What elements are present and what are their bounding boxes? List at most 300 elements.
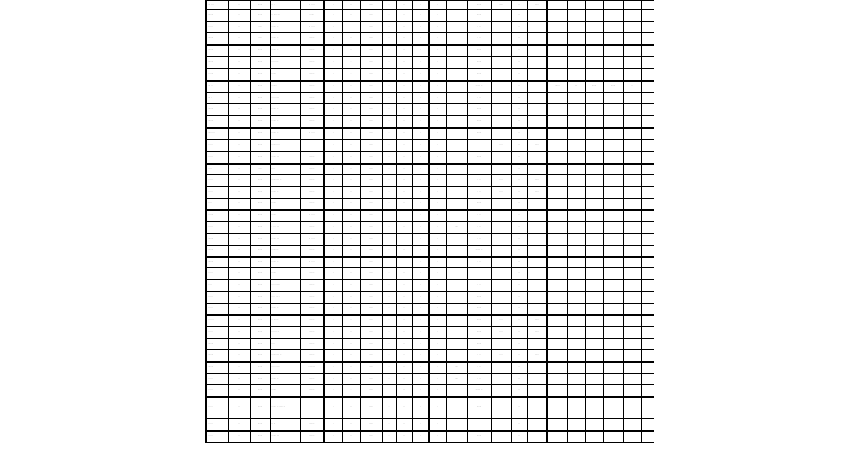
table-row <box>206 187 654 199</box>
table-cell: ······· <box>300 246 324 257</box>
table-cell: ······ <box>250 292 270 304</box>
table-cell: · <box>324 374 342 385</box>
table-cell: ·· <box>396 152 412 164</box>
table-cell: · <box>324 362 342 374</box>
table-cell: ·········· ·· <box>270 175 300 187</box>
table-cell: ·· <box>228 246 250 257</box>
table-cell: ····· <box>360 210 382 222</box>
table-cell: ······ <box>250 327 270 339</box>
table-cell: ····· <box>360 1 382 10</box>
table-cell <box>567 45 585 57</box>
table-cell: · <box>412 10 429 22</box>
table-cell: ······· <box>300 280 324 292</box>
table-cell: · <box>324 116 342 128</box>
table-cell: ····· <box>360 140 382 152</box>
table-cell <box>491 81 511 93</box>
table-cell <box>491 257 511 268</box>
table-cell: ······ <box>467 199 491 210</box>
table-cell: ······ <box>250 45 270 57</box>
table-cell <box>641 1 654 10</box>
table-cell: · <box>382 1 396 10</box>
table-cell <box>446 81 467 93</box>
table-cell: ·· ·· · <box>206 268 228 280</box>
table-cell: ·· ·· ·· <box>300 257 324 268</box>
table-cell: ······· <box>300 152 324 164</box>
table-cell: ······ <box>467 116 491 128</box>
table-row <box>206 234 654 246</box>
table-cell <box>491 93 511 104</box>
table-cell: ······· <box>206 57 228 69</box>
table-cell: · <box>324 234 342 246</box>
table-cell: ·· <box>342 327 360 339</box>
table-cell: ·· <box>342 234 360 246</box>
table-cell <box>623 397 641 419</box>
table-cell: ····· <box>360 45 382 57</box>
table-cell: · <box>429 57 446 69</box>
table-cell <box>623 304 641 315</box>
table-cell <box>623 257 641 268</box>
table-cell <box>585 350 603 362</box>
table-cell: · <box>412 315 429 327</box>
table-cell <box>567 268 585 280</box>
table-cell: ·· <box>511 397 527 419</box>
table-row <box>206 431 654 443</box>
table-cell <box>641 175 654 187</box>
table-cell <box>567 69 585 81</box>
table-cell: · <box>412 93 429 104</box>
table-cell: ····· <box>250 164 270 175</box>
table-cell: ·· <box>228 397 250 419</box>
table-cell <box>585 210 603 222</box>
table-cell: ·· <box>396 385 412 397</box>
table-cell <box>382 210 396 222</box>
table-cell: ······ <box>250 81 270 93</box>
table-cell: ·· ·· ·· <box>300 210 324 222</box>
table-cell: ······· <box>300 69 324 81</box>
table-cell: ·· <box>228 22 250 33</box>
table-cell: ······ <box>250 175 270 187</box>
table-cell: · <box>429 431 446 443</box>
table-cell: ·· ·· · <box>206 374 228 385</box>
table-cell: ······ <box>300 10 324 22</box>
table-cell: · ·· <box>467 234 491 246</box>
table-cell <box>567 140 585 152</box>
table-cell: ·· ·· · <box>206 431 228 443</box>
table-cell <box>567 234 585 246</box>
table-cell <box>446 10 467 22</box>
table-cell: ·· <box>511 152 527 164</box>
table-cell <box>547 257 567 268</box>
table-cell: ·· ·· · <box>206 140 228 152</box>
table-cell: · <box>429 234 446 246</box>
table-cell <box>623 350 641 362</box>
table-cell: ······· <box>300 431 324 443</box>
table-cell: · <box>429 362 446 374</box>
table-cell: ··· ······· <box>270 280 300 292</box>
table-cell <box>641 116 654 128</box>
table-cell: ······ <box>250 187 270 199</box>
table-cell <box>623 57 641 69</box>
table-cell <box>585 419 603 431</box>
table-row <box>206 45 654 57</box>
table-cell: ··· · <box>270 164 300 175</box>
table-cell <box>623 210 641 222</box>
table-cell: ·· <box>511 116 527 128</box>
table-cell <box>527 362 547 374</box>
table-cell <box>641 128 654 140</box>
table-cell <box>467 268 491 280</box>
table-cell <box>527 374 547 385</box>
table-cell: ······· <box>300 116 324 128</box>
table-cell: ····· <box>360 164 382 175</box>
table-cell: ·· <box>228 33 250 45</box>
table-cell: ·· <box>511 10 527 22</box>
table-cell: ······ <box>250 69 270 81</box>
table-cell: · <box>412 374 429 385</box>
table-cell: · <box>324 222 342 234</box>
table-cell <box>527 93 547 104</box>
table-cell: · <box>382 10 396 22</box>
table-cell: ······· <box>270 81 300 93</box>
table-cell: ······· <box>206 339 228 350</box>
table-cell <box>547 339 567 350</box>
table-cell: · <box>412 350 429 362</box>
table-cell: · <box>412 33 429 45</box>
table-cell: ······ ··· <box>270 234 300 246</box>
table-cell: ····· <box>360 431 382 443</box>
table-cell: ·· <box>511 292 527 304</box>
table-cell: ······· <box>300 304 324 315</box>
table-cell: · <box>429 104 446 116</box>
table-cell <box>567 292 585 304</box>
table-cell: ······ ·· <box>270 45 300 57</box>
table-cell <box>623 315 641 327</box>
table-row <box>206 397 654 419</box>
table-cell <box>623 280 641 292</box>
table-cell: · <box>412 69 429 81</box>
table-cell: · <box>429 257 446 268</box>
document-sheet <box>205 0 654 450</box>
table-cell <box>382 257 396 268</box>
table-cell: ·· <box>342 140 360 152</box>
table-cell: ·· ···· <box>206 210 228 222</box>
table-cell: ·· <box>342 210 360 222</box>
table-row <box>206 22 654 33</box>
table-cell <box>623 128 641 140</box>
table-row <box>206 164 654 175</box>
table-cell: · <box>324 268 342 280</box>
table-cell: · <box>324 93 342 104</box>
table-cell <box>567 339 585 350</box>
table-cell: · <box>382 304 396 315</box>
table-cell <box>623 10 641 22</box>
table-cell: · <box>429 175 446 187</box>
table-cell: ·· · <box>270 1 300 10</box>
table-cell <box>446 431 467 443</box>
table-cell: ··· · ··· · <box>270 292 300 304</box>
table-cell: ······ <box>250 304 270 315</box>
table-cell <box>547 385 567 397</box>
table-cell <box>585 199 603 210</box>
table-cell <box>547 140 567 152</box>
table-cell: ·· <box>228 164 250 175</box>
table-cell: ·· <box>342 315 360 327</box>
table-cell: · <box>324 385 342 397</box>
table-cell: ····· <box>360 222 382 234</box>
table-cell <box>641 152 654 164</box>
table-cell <box>603 234 623 246</box>
table-cell: ······ <box>250 350 270 362</box>
table-cell: ·· <box>228 175 250 187</box>
table-cell <box>491 222 511 234</box>
table-cell: ····· <box>250 33 270 45</box>
table-cell <box>446 268 467 280</box>
table-cell: ······ <box>250 10 270 22</box>
table-cell <box>603 116 623 128</box>
table-cell: ··· ·· <box>206 81 228 93</box>
table-cell: ······ ··· <box>270 152 300 164</box>
table-cell: ·· <box>511 187 527 199</box>
table-cell <box>527 268 547 280</box>
table-cell: · <box>382 57 396 69</box>
table-cell: · <box>382 69 396 81</box>
table-cell <box>641 222 654 234</box>
table-cell: · <box>324 397 342 419</box>
table-cell <box>603 175 623 187</box>
table-cell: ·· <box>396 45 412 57</box>
table-cell <box>567 419 585 431</box>
table-cell: ·· <box>396 304 412 315</box>
table-cell: · <box>429 69 446 81</box>
table-cell <box>547 152 567 164</box>
table-cell: ······ <box>250 339 270 350</box>
table-cell: · <box>429 292 446 304</box>
table-cell: ·· <box>228 116 250 128</box>
table-cell: ······· <box>300 385 324 397</box>
table-cell: ····· <box>491 1 511 10</box>
table-cell: ·· <box>228 257 250 268</box>
table-row <box>206 93 654 104</box>
table-cell <box>603 152 623 164</box>
table-cell: ······ <box>270 268 300 280</box>
table-cell: ···· ·· ·· <box>270 327 300 339</box>
table-cell <box>446 140 467 152</box>
table-cell: ·· ··· <box>206 222 228 234</box>
table-cell <box>585 339 603 350</box>
table-cell: ·· <box>396 22 412 33</box>
table-cell <box>491 22 511 33</box>
table-cell <box>547 33 567 45</box>
table-row <box>206 175 654 187</box>
table-cell: ······ <box>250 199 270 210</box>
table-cell <box>623 374 641 385</box>
table-cell: ·· <box>396 419 412 431</box>
table-cell <box>547 374 567 385</box>
table-cell: · ·· <box>467 175 491 187</box>
table-cell: ······· <box>300 104 324 116</box>
table-cell: ·· <box>228 350 250 362</box>
table-cell <box>547 315 567 327</box>
table-cell <box>641 339 654 350</box>
table-cell: ·· <box>511 304 527 315</box>
table-cell: · <box>412 327 429 339</box>
table-cell: ······ <box>250 152 270 164</box>
table-cell: ······· <box>300 339 324 350</box>
table-cell: · <box>429 374 446 385</box>
table-cell <box>567 246 585 257</box>
table-cell: ······ <box>250 104 270 116</box>
table-cell <box>603 339 623 350</box>
table-cell: · ·· <box>467 33 491 45</box>
table-row <box>206 385 654 397</box>
table-cell <box>491 152 511 164</box>
table-cell: ····· <box>360 268 382 280</box>
table-cell: ·· <box>396 81 412 93</box>
table-cell: ····· <box>527 350 547 362</box>
table-cell: ·· <box>342 104 360 116</box>
table-cell: ·· <box>511 199 527 210</box>
table-cell <box>342 22 360 33</box>
table-row <box>206 419 654 431</box>
table-cell <box>641 268 654 280</box>
table-cell: ·· <box>342 431 360 443</box>
table-cell: ········ ·· <box>270 140 300 152</box>
table-cell: · <box>324 199 342 210</box>
table-cell <box>585 152 603 164</box>
table-cell <box>446 45 467 57</box>
table-cell: · <box>429 22 446 33</box>
table-cell <box>585 45 603 57</box>
table-cell: · <box>324 45 342 57</box>
table-cell <box>603 69 623 81</box>
table-cell: ·· <box>342 339 360 350</box>
table-cell: · <box>412 431 429 443</box>
table-cell <box>641 187 654 199</box>
table-cell: ·· <box>228 140 250 152</box>
table-cell <box>491 210 511 222</box>
table-cell: · <box>382 339 396 350</box>
table-row <box>206 1 654 10</box>
table-cell <box>623 104 641 116</box>
table-cell <box>491 45 511 57</box>
table-cell: ······· <box>206 33 228 45</box>
table-cell: ······· <box>206 104 228 116</box>
table-cell: ·· <box>228 81 250 93</box>
table-cell <box>585 234 603 246</box>
table-cell: · <box>382 104 396 116</box>
table-cell: · <box>429 1 446 10</box>
table-cell <box>567 327 585 339</box>
table-cell <box>527 304 547 315</box>
table-cell <box>567 385 585 397</box>
table-cell: ··· · <box>206 93 228 104</box>
table-cell: · <box>429 199 446 210</box>
table-cell: ····· <box>360 81 382 93</box>
table-cell <box>491 280 511 292</box>
table-cell: · <box>429 33 446 45</box>
table-cell: ······· <box>300 199 324 210</box>
table-row <box>206 10 654 22</box>
table-cell: · <box>324 175 342 187</box>
table-cell: · <box>382 199 396 210</box>
table-cell: ·· <box>511 339 527 350</box>
table-cell: ······ <box>467 10 491 22</box>
table-cell: ······· <box>206 246 228 257</box>
table-cell: ·· <box>228 93 250 104</box>
table-cell <box>585 362 603 374</box>
table-cell <box>641 57 654 69</box>
table-cell: · <box>429 222 446 234</box>
table-cell <box>567 374 585 385</box>
table-cell: · <box>429 164 446 175</box>
table-cell <box>446 304 467 315</box>
table-cell <box>641 69 654 81</box>
table-cell <box>446 339 467 350</box>
table-cell: ·· <box>511 419 527 431</box>
table-cell: ······ <box>250 315 270 327</box>
table-cell <box>567 104 585 116</box>
table-cell <box>623 199 641 210</box>
table-cell: ·· <box>511 104 527 116</box>
table-cell: ·· <box>342 419 360 431</box>
table-cell: · <box>429 350 446 362</box>
table-cell <box>603 10 623 22</box>
table-cell <box>585 33 603 45</box>
table-cell <box>547 246 567 257</box>
table-cell: ·· <box>228 10 250 22</box>
table-cell: ·· <box>396 164 412 175</box>
table-cell <box>623 45 641 57</box>
table-cell: ······ ·· ····· ·· <box>270 397 300 419</box>
data-table <box>205 0 654 443</box>
table-cell: ······ <box>250 397 270 419</box>
table-cell <box>585 315 603 327</box>
table-row <box>206 33 654 45</box>
table-cell: · <box>382 362 396 374</box>
table-cell: ······· <box>300 292 324 304</box>
table-cell <box>547 304 567 315</box>
table-cell: · <box>412 292 429 304</box>
table-cell: · <box>382 116 396 128</box>
table-cell <box>585 257 603 268</box>
table-cell: ····· <box>360 257 382 268</box>
table-cell: ·· <box>396 128 412 140</box>
table-cell: ······ <box>270 385 300 397</box>
table-cell <box>567 10 585 22</box>
table-row <box>206 339 654 350</box>
table-cell: · <box>324 246 342 257</box>
table-cell: ···· <box>446 362 467 374</box>
table-cell: · <box>412 385 429 397</box>
table-body <box>206 1 654 443</box>
table-cell <box>567 22 585 33</box>
table-cell <box>623 93 641 104</box>
table-cell: ······· <box>300 374 324 385</box>
table-cell <box>603 268 623 280</box>
table-cell: ·· <box>511 81 527 93</box>
table-cell: ·· <box>511 175 527 187</box>
table-cell: ····· <box>360 57 382 69</box>
table-cell: ······ <box>250 431 270 443</box>
table-cell: · <box>324 10 342 22</box>
table-cell: · <box>412 81 429 93</box>
table-cell: ·· <box>396 222 412 234</box>
table-cell: ·· <box>342 93 360 104</box>
table-cell: ···· <box>491 187 511 199</box>
table-cell: ····· <box>360 199 382 210</box>
table-cell: · <box>429 339 446 350</box>
table-cell <box>585 22 603 33</box>
